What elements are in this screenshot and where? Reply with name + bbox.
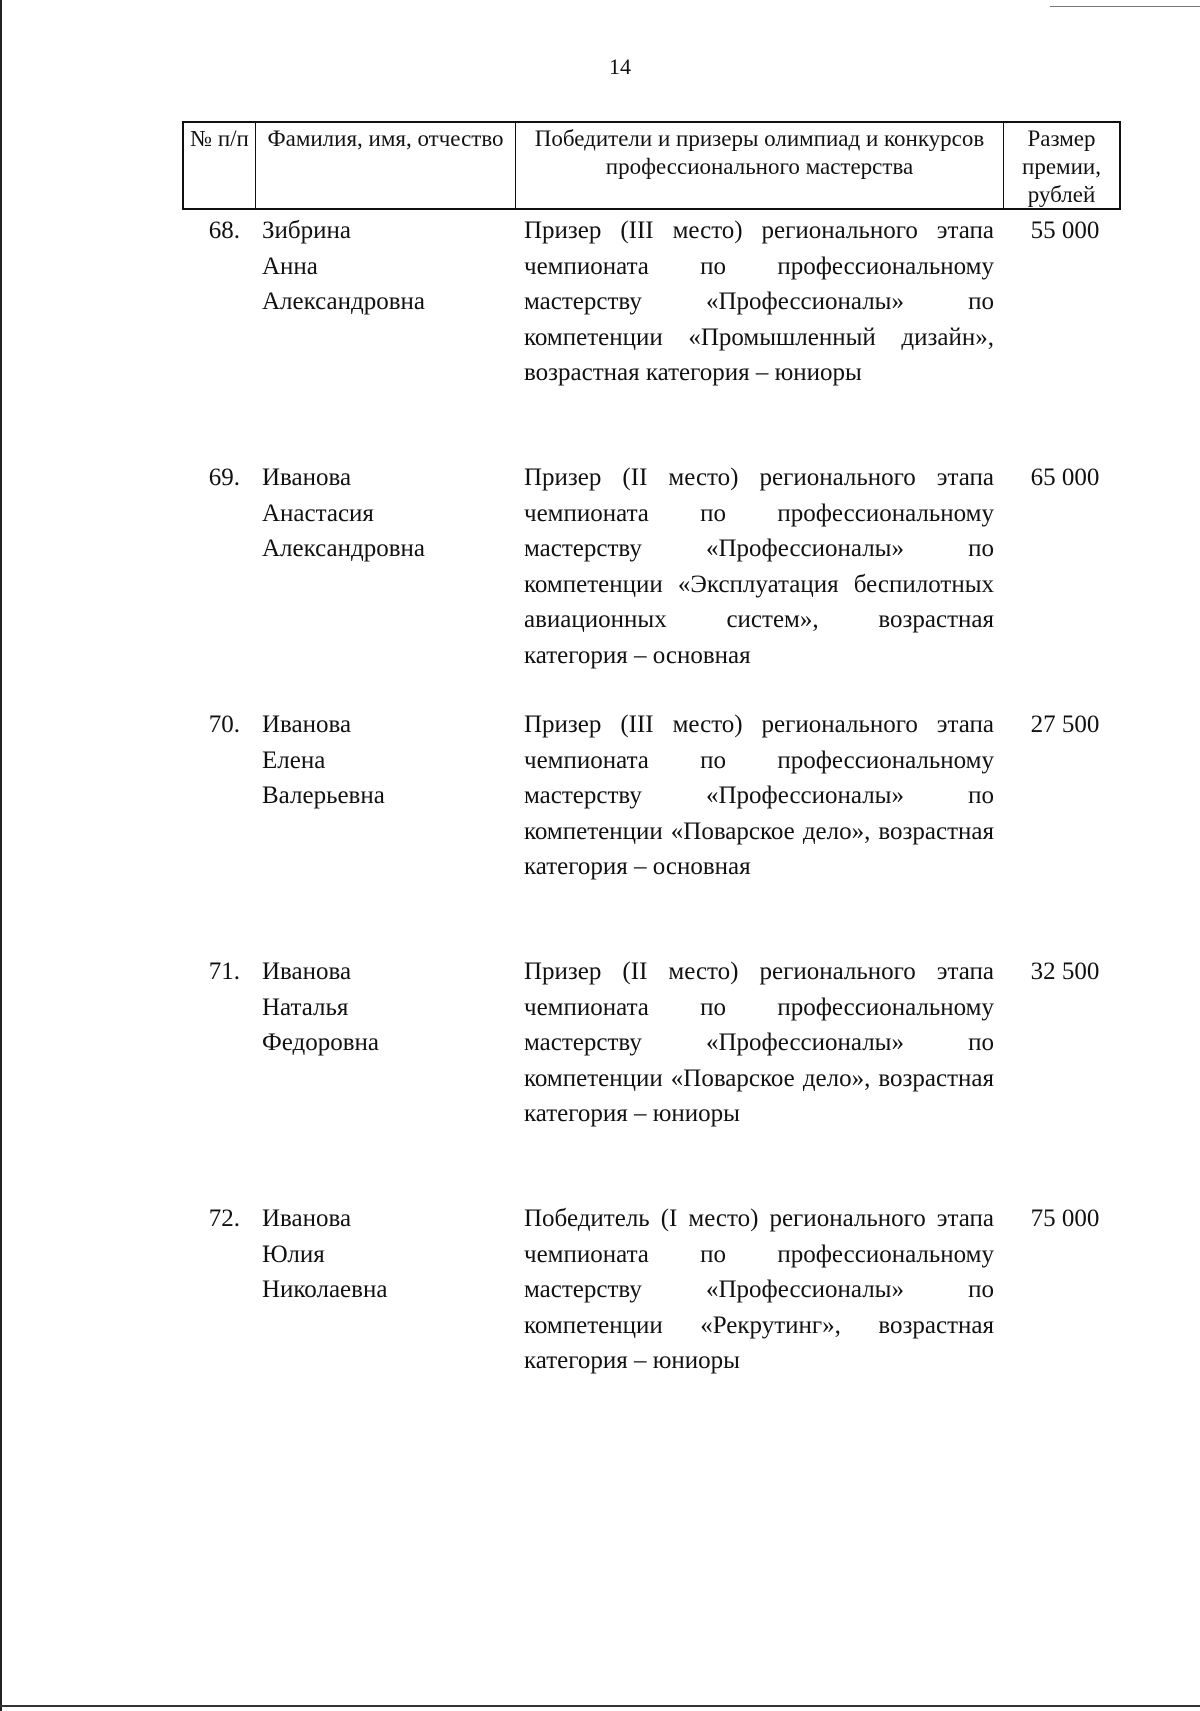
row-full-name [262, 1201, 502, 1308]
scan-edge-top [1050, 6, 1200, 7]
row-first-name: Наталья [262, 993, 349, 1021]
row-description: Призер (III место) регионального этапа чемпионата по профессиональному мастерству «Профессионалы» по компетенции «Промышленный дизайн», возрастная категория – юниоры [524, 217, 994, 386]
table-header [182, 121, 1121, 210]
header-num: № п/п [184, 123, 256, 208]
row-full-name [262, 954, 502, 1061]
row-surname: Иванова [262, 711, 352, 738]
row-first-name: Анна [262, 252, 318, 280]
row-surname: Зибрина [262, 217, 351, 244]
row-number: 68. [208, 217, 240, 244]
row-surname: Иванова [262, 1205, 352, 1232]
row-patronymic: Александровна [262, 288, 426, 315]
row-amount: 32 500 [1030, 958, 1100, 985]
row-number: 70. [208, 711, 240, 738]
header-amount: Размер премии, рублей [1022, 126, 1101, 207]
row-description: Призер (III место) регионального этапа чемпионата по профессиональному мастерству «Профессионалы» по компетенции «Поварское дело», возрастная категория – основная [524, 711, 994, 880]
row-first-name: Юлия [262, 1240, 325, 1268]
row-description: Призер (II место) регионального этапа чемпионата по профессиональному мастерству «Профессионалы» по компетенции «Эксплуатация беспилотных авиационных систем», возрастная категория – основная [524, 464, 994, 669]
row-full-name [262, 707, 502, 814]
row-description: Победитель (I место) регионального этапа чемпионата по профессиональному мастерству «Профессионалы» по компетенции «Рекрутинг», возрастная категория – юниоры [524, 1205, 994, 1374]
row-surname: Иванова [262, 958, 352, 985]
row-amount: 55 000 [1030, 217, 1100, 244]
row-patronymic: Валерьевна [262, 782, 385, 809]
row-full-name [262, 213, 502, 320]
row-number: 69. [208, 464, 240, 491]
row-patronymic: Александровна [262, 535, 426, 562]
row-amount: 75 000 [1030, 1205, 1100, 1232]
row-first-name: Анастасия [262, 499, 374, 527]
page-number: 14 [609, 54, 631, 79]
row-number: 72. [208, 1205, 240, 1232]
row-surname: Иванова [262, 464, 352, 491]
header-name: Фамилия, имя, отчество [256, 123, 516, 208]
row-number: 71. [208, 958, 240, 985]
row-patronymic: Николаевна [262, 1276, 388, 1303]
row-full-name [262, 460, 502, 567]
scan-edge-left [0, 0, 2, 1711]
row-amount: 65 000 [1030, 464, 1100, 491]
row-amount: 27 500 [1030, 711, 1100, 738]
row-patronymic: Федоровна [262, 1029, 380, 1056]
scan-edge-bottom [0, 1705, 1200, 1707]
row-description: Призер (II место) регионального этапа чемпионата по профессиональному мастерству «Профессионалы» по компетенции «Поварское дело», возрастная категория – юниоры [524, 958, 994, 1127]
header-description: Победители и призеры олимпиад и конкурсов профессионального мастерства [516, 123, 1004, 208]
row-first-name: Елена [262, 746, 326, 774]
